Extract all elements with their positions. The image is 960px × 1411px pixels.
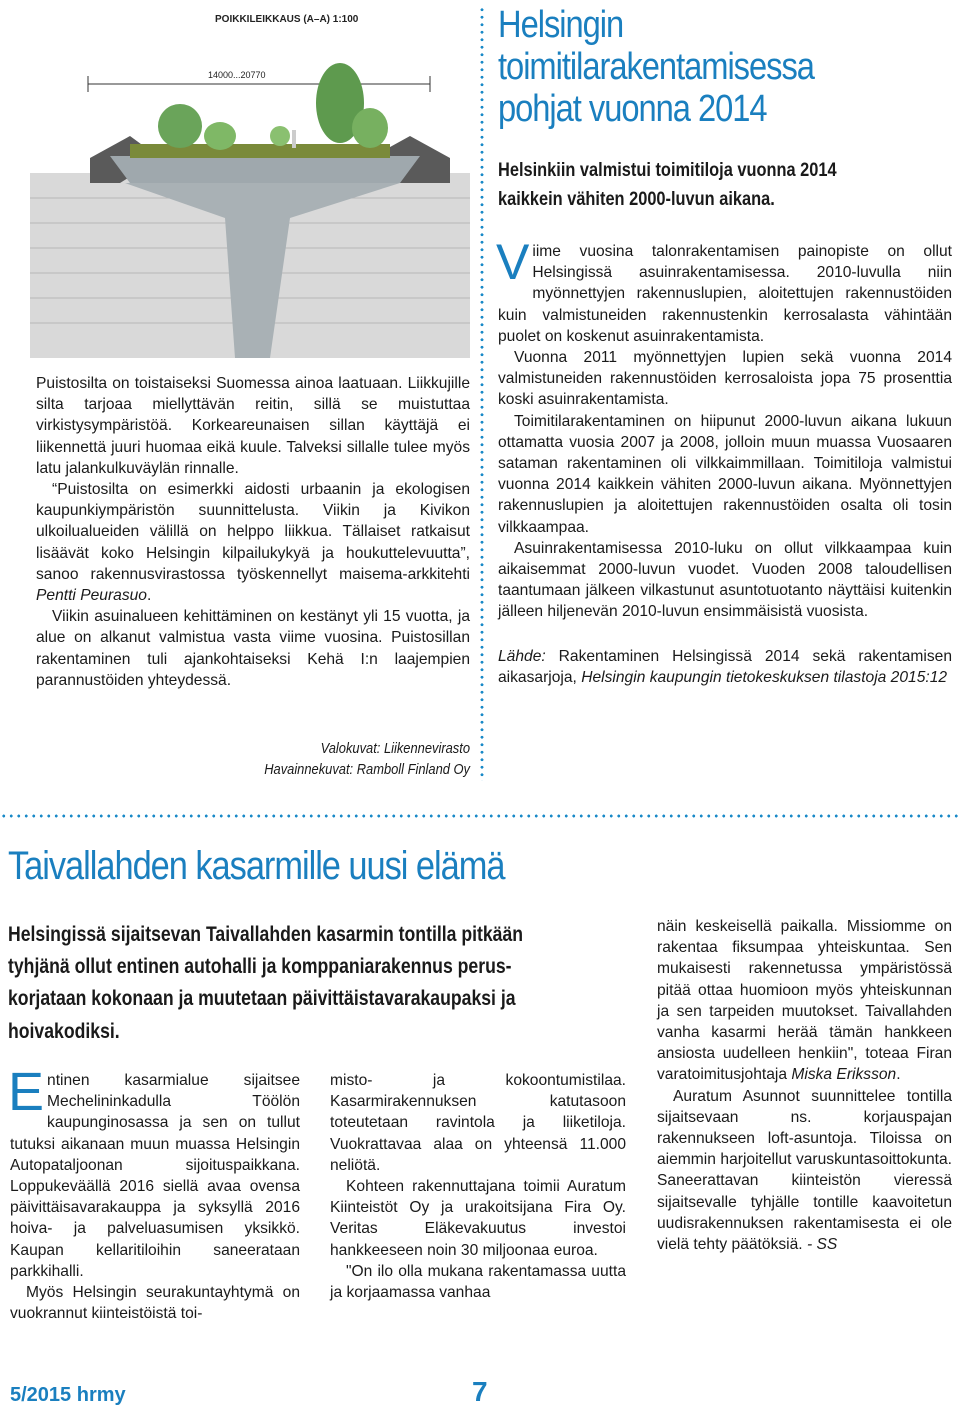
quote-person-name: Pentti Peurasuo — [36, 587, 147, 605]
paragraph: "On ilo olla mukana rakentamassa uutta ja korjaamassa vanhaa — [330, 1262, 626, 1302]
bridge-cross-section-illustration — [30, 8, 470, 358]
illustration-dimension: 14000...20770 — [208, 70, 266, 80]
bottom-article-title: Taivallahden kasarmille uusi elämä — [8, 844, 505, 888]
right-article-lead: Helsinkiin valmistui toimitiloja vuonna 2014 kaikkein vähiten 2000-luvun aikana. — [498, 159, 837, 210]
bottom-article-column-3 — [657, 916, 952, 1255]
paragraph: misto- ja kokoontumistilaa. Kasarmirakennuksen katutasoon toteutetaan ravintola ja liiketiloja. Vuokrattavaa alaa on yhteensä 11.000 neliötä. — [330, 1072, 626, 1174]
paragraph: Viikin asuinalueen kehittäminen on kestänyt yli 15 vuotta, ja alue on alkanut valmistua vasta viime vuosina. Puistosillan rakentaminen tuli ajankohtaiseksi Kehä I:n laajempien parannustöiden yhteydessä. — [36, 608, 470, 689]
paragraph: Viime vuosina talonrakentamisen painopiste on ollut Helsingissä asuinrakentamisessa. 2010-luvulla niin myönnettyjen rakennuslupien, aloitettujen rakennustöiden kuin valmistuneiden rakennustenkin kerrosalasta vähintään puolet on koskenut asuinrakentamista. — [496, 234, 952, 345]
paragraph: Myös Helsingin seurakuntayhtymä on vuokrannut kiinteistöistä toi- — [10, 1284, 300, 1323]
illustration-heading: POIKKILEIKKAUS (A–A) 1:100 — [215, 14, 359, 25]
drop-cap: V — [496, 234, 530, 290]
quote-person-name: Miska Eriksson — [791, 1066, 897, 1084]
issue-label: 5/2015 hrmy — [10, 1384, 126, 1406]
paragraph: Entinen kasarmialue sijaitsee Mechelininkadulla Töölön kaupunginosassa ja sen on tullut tutuksi aikanaan muun muassa Helsingin Autopataljoonan sijoituspaikkana. Loppukeväällä 2016 siellä avaa ovensa päivittäisavarakauppa ja syksyllä 2016 hoiva- ja palveluasumisen yksikkö. Kaupan kellaritiloihin saneerataan parkkihalli. — [8, 1062, 300, 1280]
bottom-article-lead: Helsingissä sijaitsevan Taivallahden kasarmin tontilla pitkään tyhjänä ollut entinen autohalli ja komppaniarakennus perus- korjataan kokonaan ja muutetaan päivittäistavarakaupaksi ja hoivakodiksi. — [8, 922, 524, 1043]
paragraph: Puistosilta on toistaiseksi Suomessa ainoa laatuaan. Liikkujille silta tarjoaa miellyttävän reitin, sillä se muistuttaa virkistysympäristöä. Korkeareunaisen sillan käyttäjä ei liikennettä juuri huomaa eikä kuule. Talveksi sillalle tulee myös latu jalankulkuväylän rinnalle. — [36, 375, 470, 477]
paragraph: Toimitilarakentaminen on hiipunut 2000-luvun aikana lukuun ottamatta vuosia 2007 ja 2008, jolloin muun muassa Vuosaaren sataman rakentaminen oli vilkkaimmillaan. Toimitiloja valmistui vuonna 2014 kaikkein vähiten 2000-luvun aikana. Myönnettyjen rakennuslupien ja aloitettujen rakennustöiden osalta oli tosin vilkkaampaa. — [498, 412, 952, 536]
bottom-article-column-1 — [8, 1062, 300, 1324]
left-article-body — [36, 373, 470, 691]
paragraph: Auratum Asunnot suunnittelee tontilla sijaitsevaan ns. korjauspajan rakennukseen loft-asuntoja. Tiloissa on aiemmin harjoitellut varuskuntasoittokunta. Saneerattavan kiinteistön vieressä sijaitsevalle tyhjälle tontille kaavoitetun uudisrakennuksen rakentamisesta ei ole vielä tehty päätöksiä. - SS — [657, 1087, 952, 1254]
bottom-article-column-2 — [330, 1070, 626, 1303]
source-note: Lähde: Rakentaminen Helsingissä 2014 sekä rakentamisen aikasarjoja, Helsingin kaupungin tietokeskuksen tilastoja 2015:12 — [498, 647, 952, 686]
paragraph: “Puistosilta on esimerkki aidosti urbaanin ja ekologisen kaupunkiympäristön suunnittelusta. Viikin ja Kivikon ulkoilualueiden välillä on helppo liikkua. Tällaiset ratkaisut lisäävät koko Helsingin kilpailukykyä ja houkuttelevuutta”, sanoo rakennusvirastossa työskennellyt maisema-arkkitehti Pentti Peurasuo. — [36, 481, 470, 605]
vertical-divider — [480, 6, 484, 781]
right-article-body — [496, 234, 952, 688]
credit-photos: Valokuvat: Liikennevirasto — [320, 740, 470, 757]
drop-cap: E — [8, 1062, 45, 1122]
horizontal-divider — [0, 814, 960, 818]
page-number: 7 — [472, 1376, 488, 1407]
author-signature: - SS — [806, 1236, 838, 1254]
paragraph: Kohteen rakennuttajana toimii Auratum Kiinteistöt Oy ja urakoitsijana Fira Oy. Veritas Eläkevakuutus investoi hankkeeseen noin 30 miljoonaa euroa. — [330, 1178, 626, 1259]
paragraph: Vuonna 2011 myönnettyjen lupien sekä vuonna 2014 valmistuneiden rakennustöiden kerrosaloista jopa 75 prosenttia koski asuinrakentamista. — [498, 349, 952, 409]
paragraph: Asuinrakentamisessa 2010-luku on ollut vilkkaampaa kuin aikaisemmat 2000-luvun vuodet. Vuoden 2008 taloudellisen taantumaan jälkeen vilkastunut asuntotuotanto näyttäisi kuitenkin jälleen hiljenevän 2010-luvun ensimmäisistä vuosista. — [498, 539, 952, 621]
right-article-title: Helsingin toimitilarakentamisessa pohjat vuonna 2014 — [498, 4, 814, 130]
photo-credits — [200, 738, 470, 780]
credit-illustrations: Havainnekuvat: Ramboll Finland Oy — [264, 761, 470, 778]
paragraph: näin keskeisellä paikalla. Missiomme on rakentaa fiksumpaa yhteiskuntaa. Sen mukaisesti rakennetussa ympäristössä pitää ottaa huomioon myös yhteiskunnan ja sen tarpeiden muutokset. Taivallahden vanha kasarmi herää tämän hankkeen ansiosta uudelleen henkiin", toteaa Firan varatoimitusjohtaja Miska Eriksson. — [657, 918, 952, 1084]
